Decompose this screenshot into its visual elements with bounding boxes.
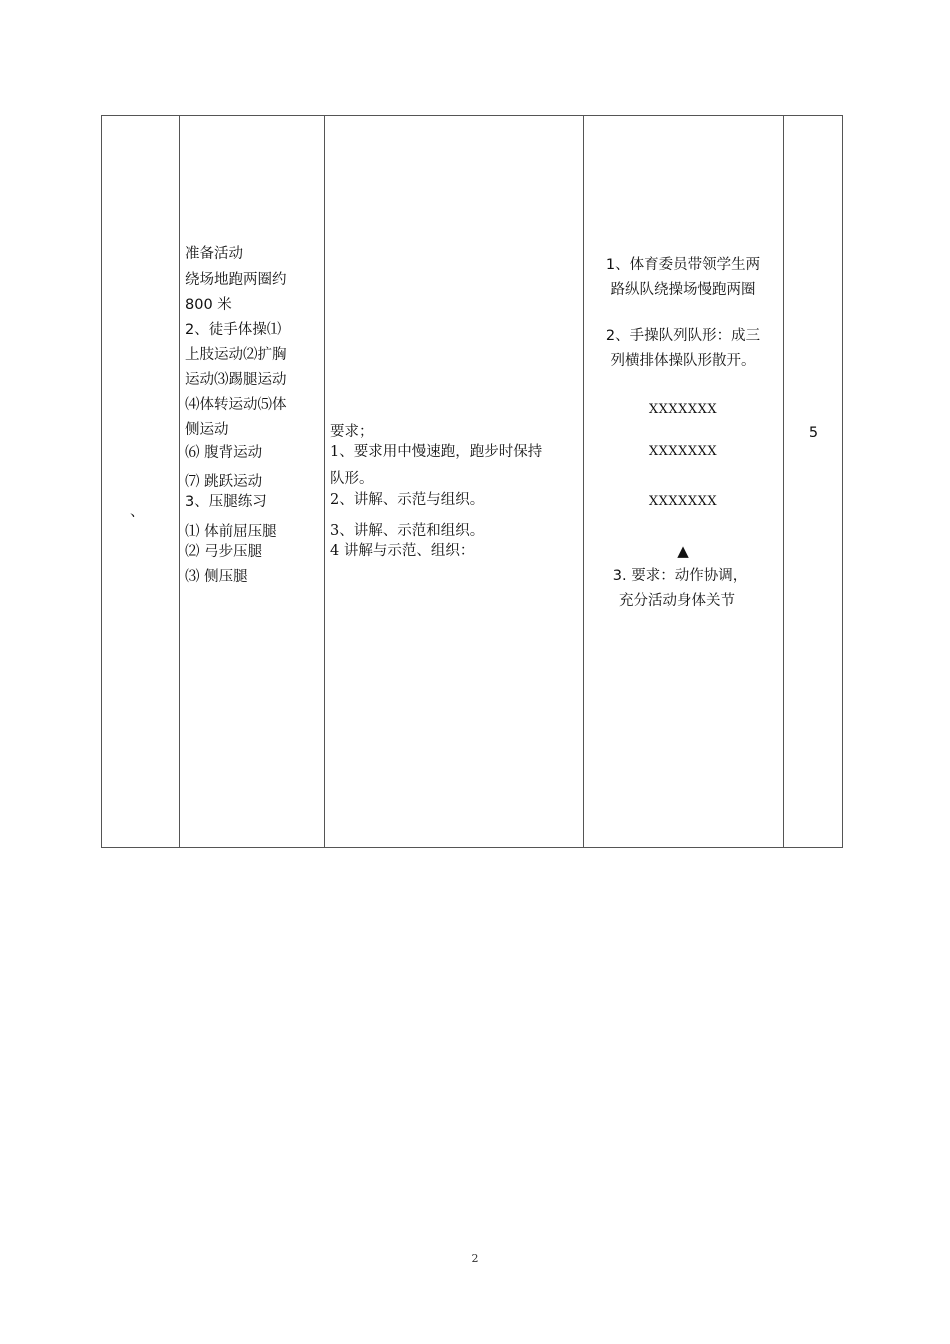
time-cell bbox=[783, 116, 844, 847]
organization-requirement: 3. 要求：动作协调， bbox=[612, 568, 748, 584]
organization-line: 路纵队绕操场慢跑两圈 bbox=[610, 282, 756, 298]
content-line: ⑺ 跳跃运动 bbox=[185, 474, 263, 490]
content-line: ⑷体转运动⑸体 bbox=[185, 397, 287, 413]
formation-row: XXXXXXX bbox=[648, 494, 718, 509]
content-line: ⑶ 侧压腿 bbox=[185, 569, 248, 585]
content-line: 800 米 bbox=[185, 297, 232, 313]
section-cell bbox=[102, 116, 179, 847]
requirements-cell bbox=[324, 116, 583, 847]
organization-line: 2、手操队列队形：成三 bbox=[605, 328, 761, 344]
content-line: 3、压腿练习 bbox=[185, 494, 267, 510]
teacher-triangle-icon: ▲ bbox=[677, 542, 689, 560]
content-line: ⑹ 腹背运动 bbox=[185, 445, 263, 461]
requirement-line: 4 讲解与示范、组织： bbox=[330, 543, 475, 559]
content-line: ⑴ 体前屈压腿 bbox=[185, 524, 277, 540]
time-value: 5 bbox=[808, 425, 819, 441]
requirement-line: 队形。 bbox=[330, 471, 374, 487]
requirement-line: 要求； bbox=[330, 424, 374, 440]
lesson-plan-table bbox=[101, 115, 843, 848]
organization-line: 列横排体操队形散开。 bbox=[610, 353, 756, 369]
content-line: 绕场地跑两圈约 bbox=[185, 272, 287, 288]
organization-cell bbox=[583, 116, 783, 847]
content-line: ⑵ 弓步压腿 bbox=[185, 544, 263, 560]
content-cell bbox=[179, 116, 324, 847]
requirement-line: 3、讲解、示范和组织。 bbox=[330, 523, 485, 539]
section-mark: 、 bbox=[130, 504, 145, 520]
page-number: 2 bbox=[471, 1252, 479, 1265]
requirement-line: 2、讲解、示范与组织。 bbox=[330, 492, 485, 508]
content-line: 2、徒手体操⑴ bbox=[185, 322, 282, 338]
formation-row: XXXXXXX bbox=[648, 444, 718, 459]
content-line: 准备活动 bbox=[185, 246, 243, 262]
organization-line: 1、体育委员带领学生两 bbox=[605, 257, 761, 273]
content-line: 上肢运动⑵扩胸 bbox=[185, 347, 287, 363]
content-line: 运动⑶踢腿运动 bbox=[185, 372, 287, 388]
requirement-line: 1、要求用中慢速跑，跑步时保持 bbox=[330, 444, 543, 460]
content-line: 侧运动 bbox=[185, 422, 229, 438]
organization-requirement: 充分活动身体关节 bbox=[619, 593, 735, 609]
formation-row: XXXXXXX bbox=[648, 402, 718, 417]
